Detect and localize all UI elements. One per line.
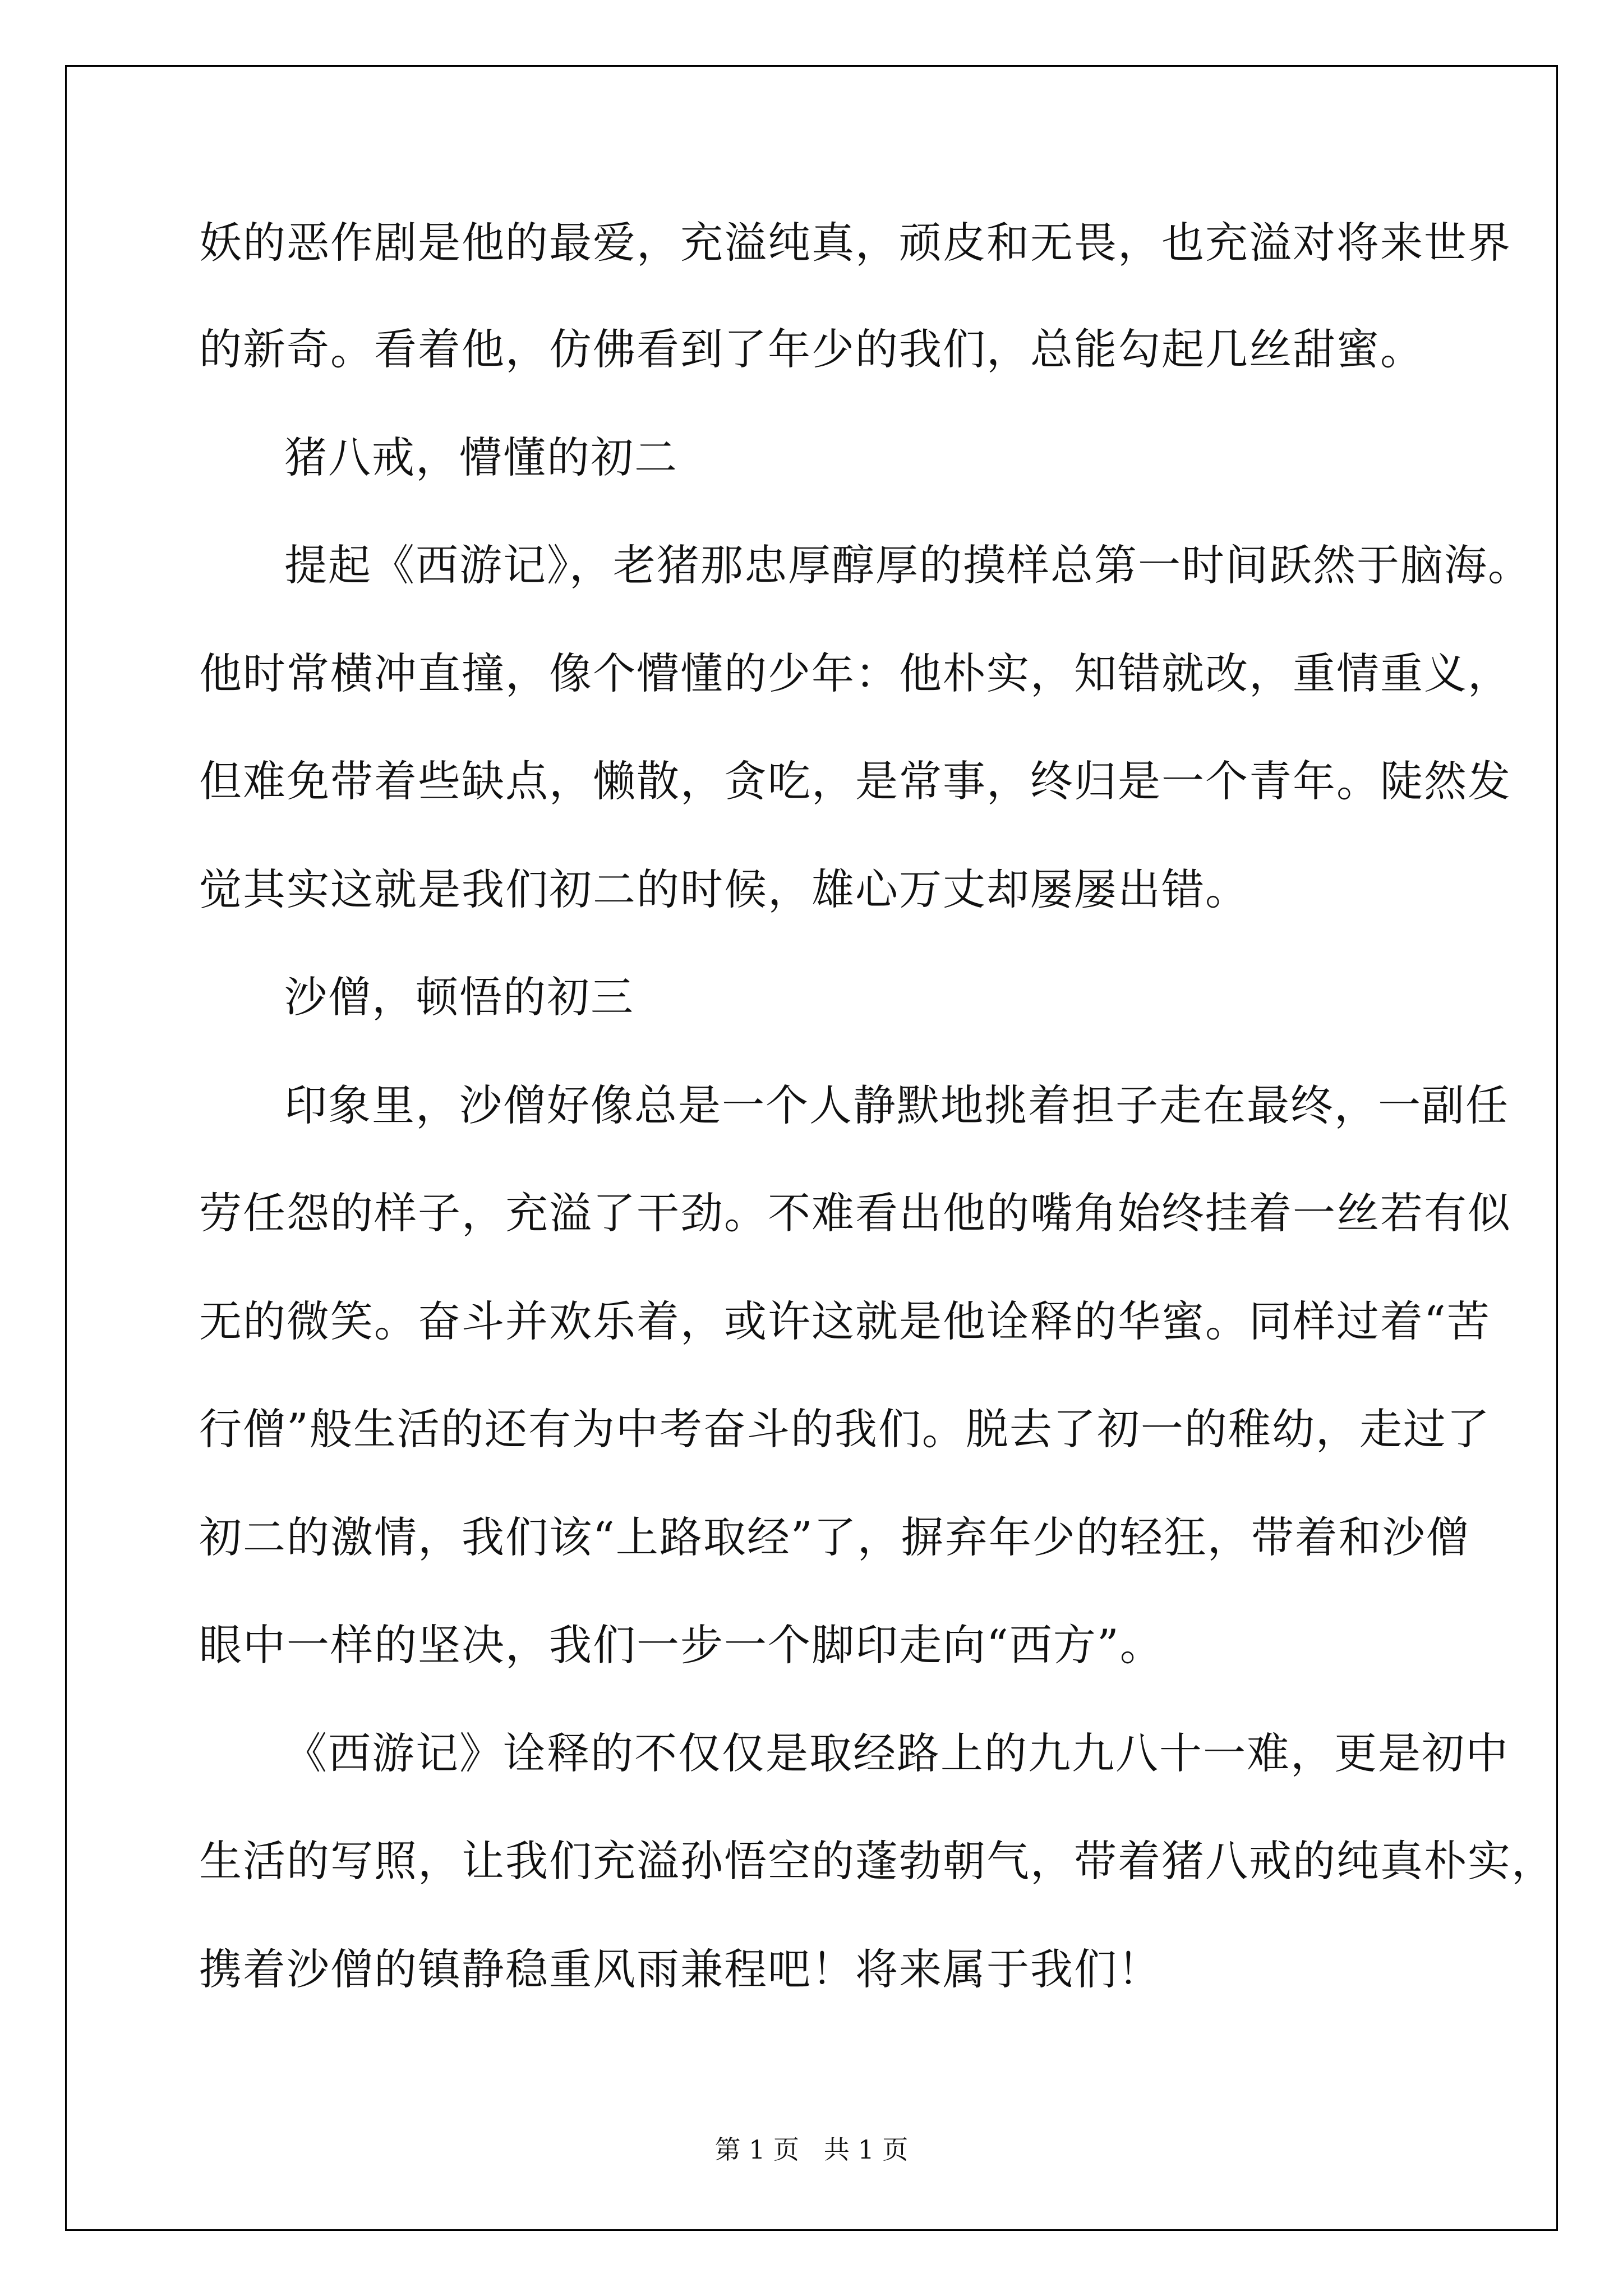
text-line: 觉其实这就是我们初二的时候，雄心万丈却屡屡出错。: [199, 864, 1249, 914]
text-line: 但难免带着些缺点，懒散，贪吃，是常事，终归是一个青年。陡然发: [199, 756, 1511, 806]
text-line: 初二的激情，我们该“上路取经”了，摒弃年少的轻狂，带着和沙僧: [199, 1512, 1470, 1562]
section-heading-shaseng: 沙僧，顿悟的初三: [284, 972, 634, 1022]
text-line: 提起《西游记》，老猪那忠厚醇厚的摸样总第一时间跃然于脑海。: [284, 540, 1532, 590]
page-border: [65, 65, 1558, 2231]
text-line: 生活的写照，让我们充溢孙悟空的蓬勃朝气，带着猪八戒的纯真朴实，: [199, 1836, 1555, 1886]
text-line: 携着沙僧的镇静稳重风雨兼程吧！将来属于我们！: [199, 1944, 1161, 1994]
text-line: 无的微笑。奋斗并欢乐着，或许这就是他诠释的华蜜。同样过着“苦: [199, 1296, 1491, 1346]
text-line: 他时常横冲直撞，像个懵懂的少年：他朴实，知错就改，重情重义，: [199, 648, 1511, 698]
text-line: 劳任怨的样子，充溢了干劲。不难看出他的嘴角始终挂着一丝若有似: [199, 1188, 1511, 1238]
text-line: 妖的恶作剧是他的最爱，充溢纯真，顽皮和无畏，也充溢对将来世界: [199, 218, 1511, 268]
text-line: 行僧”般生活的还有为中考奋斗的我们。脱去了初一的稚幼，走过了: [199, 1404, 1491, 1454]
text-line: 的新奇。看着他，仿佛看到了年少的我们，总能勾起几丝甜蜜。: [199, 324, 1424, 374]
text-line: 眼中一样的坚决，我们一步一个脚印走向“西方”。: [199, 1620, 1164, 1670]
page-footer: 第 1 页 共 1 页: [714, 2134, 909, 2165]
text-line: 《西游记》诠释的不仅仅是取经路上的九九八十一难，更是初中: [284, 1728, 1509, 1778]
text-line: 印象里，沙僧好像总是一个人静默地挑着担子走在最终，一副任: [284, 1080, 1509, 1130]
section-heading-zhubajie: 猪八戒，懵懂的初二: [284, 432, 678, 482]
